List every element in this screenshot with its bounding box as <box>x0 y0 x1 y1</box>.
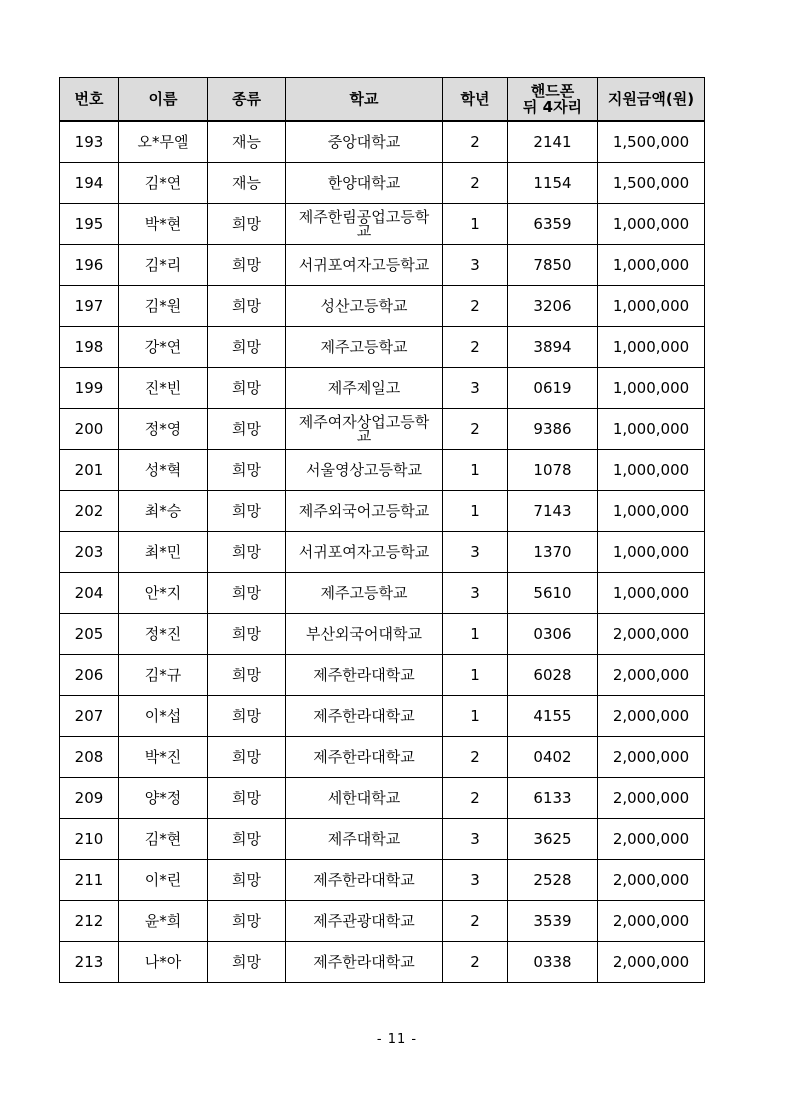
cell-type: 희망 <box>208 696 286 737</box>
cell-grade: 2 <box>443 409 508 450</box>
header-name: 이름 <box>119 78 208 122</box>
cell-name: 최*민 <box>119 532 208 573</box>
header-school: 학교 <box>286 78 443 122</box>
table-row <box>60 409 705 450</box>
cell-grade: 1 <box>443 696 508 737</box>
cell-phone: 9386 <box>508 409 598 450</box>
cell-amount: 1,000,000 <box>598 450 705 491</box>
cell-amount: 1,000,000 <box>598 491 705 532</box>
cell-type: 희망 <box>208 737 286 778</box>
cell-amount: 1,000,000 <box>598 327 705 368</box>
cell-name: 최*승 <box>119 491 208 532</box>
cell-no: 198 <box>60 327 119 368</box>
cell-phone: 5610 <box>508 573 598 614</box>
cell-no: 207 <box>60 696 119 737</box>
cell-amount: 1,000,000 <box>598 409 705 450</box>
cell-amount: 1,000,000 <box>598 204 705 245</box>
cell-no: 195 <box>60 204 119 245</box>
cell-amount: 2,000,000 <box>598 614 705 655</box>
cell-grade: 2 <box>443 121 508 163</box>
cell-school: 제주관광대학교 <box>286 901 443 942</box>
cell-type: 희망 <box>208 573 286 614</box>
cell-grade: 2 <box>443 901 508 942</box>
cell-no: 194 <box>60 163 119 204</box>
cell-phone: 3539 <box>508 901 598 942</box>
table-body <box>60 121 705 983</box>
cell-school: 제주한림공업고등학교 <box>286 204 443 245</box>
cell-school: 한양대학교 <box>286 163 443 204</box>
cell-grade: 3 <box>443 368 508 409</box>
table-row <box>60 204 705 245</box>
table-row <box>60 163 705 204</box>
cell-phone: 2528 <box>508 860 598 901</box>
cell-type: 희망 <box>208 860 286 901</box>
cell-no: 212 <box>60 901 119 942</box>
header-amount: 지원금액(원) <box>598 78 705 122</box>
cell-grade: 2 <box>443 163 508 204</box>
cell-amount: 2,000,000 <box>598 942 705 983</box>
cell-name: 나*아 <box>119 942 208 983</box>
cell-amount: 2,000,000 <box>598 819 705 860</box>
cell-type: 희망 <box>208 614 286 655</box>
cell-grade: 1 <box>443 204 508 245</box>
cell-no: 203 <box>60 532 119 573</box>
table-row <box>60 860 705 901</box>
cell-grade: 3 <box>443 573 508 614</box>
cell-no: 197 <box>60 286 119 327</box>
cell-phone: 0402 <box>508 737 598 778</box>
table-row <box>60 286 705 327</box>
cell-grade: 3 <box>443 860 508 901</box>
cell-name: 이*섭 <box>119 696 208 737</box>
cell-name: 양*정 <box>119 778 208 819</box>
support-recipients-table <box>59 77 705 983</box>
cell-no: 213 <box>60 942 119 983</box>
table-row <box>60 696 705 737</box>
cell-no: 200 <box>60 409 119 450</box>
table-row <box>60 368 705 409</box>
cell-name: 강*연 <box>119 327 208 368</box>
cell-amount: 1,500,000 <box>598 163 705 204</box>
cell-type: 희망 <box>208 327 286 368</box>
cell-grade: 1 <box>443 655 508 696</box>
cell-no: 209 <box>60 778 119 819</box>
cell-type: 재능 <box>208 163 286 204</box>
cell-no: 199 <box>60 368 119 409</box>
cell-name: 박*현 <box>119 204 208 245</box>
cell-grade: 2 <box>443 286 508 327</box>
table-row <box>60 737 705 778</box>
cell-grade: 3 <box>443 819 508 860</box>
cell-amount: 1,000,000 <box>598 573 705 614</box>
cell-name: 이*린 <box>119 860 208 901</box>
header-phone-line1: 핸드폰 <box>530 82 575 100</box>
cell-name: 김*원 <box>119 286 208 327</box>
cell-no: 196 <box>60 245 119 286</box>
cell-amount: 2,000,000 <box>598 655 705 696</box>
cell-phone: 3894 <box>508 327 598 368</box>
cell-amount: 2,000,000 <box>598 901 705 942</box>
cell-phone: 0338 <box>508 942 598 983</box>
cell-amount: 1,000,000 <box>598 368 705 409</box>
cell-school: 제주한라대학교 <box>286 860 443 901</box>
cell-grade: 2 <box>443 737 508 778</box>
cell-school: 제주외국어고등학교 <box>286 491 443 532</box>
cell-name: 진*빈 <box>119 368 208 409</box>
cell-grade: 2 <box>443 778 508 819</box>
cell-type: 희망 <box>208 819 286 860</box>
table-row <box>60 942 705 983</box>
cell-type: 희망 <box>208 409 286 450</box>
cell-no: 193 <box>60 121 119 163</box>
table-row <box>60 327 705 368</box>
cell-phone: 4155 <box>508 696 598 737</box>
cell-grade: 1 <box>443 614 508 655</box>
cell-type: 희망 <box>208 491 286 532</box>
cell-school: 제주고등학교 <box>286 573 443 614</box>
cell-amount: 2,000,000 <box>598 696 705 737</box>
header-row <box>60 78 705 122</box>
cell-no: 210 <box>60 819 119 860</box>
cell-school: 부산외국어대학교 <box>286 614 443 655</box>
cell-amount: 2,000,000 <box>598 778 705 819</box>
cell-no: 211 <box>60 860 119 901</box>
cell-name: 정*진 <box>119 614 208 655</box>
cell-school: 제주대학교 <box>286 819 443 860</box>
cell-name: 성*혁 <box>119 450 208 491</box>
cell-type: 희망 <box>208 778 286 819</box>
cell-name: 김*리 <box>119 245 208 286</box>
cell-phone: 6133 <box>508 778 598 819</box>
table-row <box>60 819 705 860</box>
cell-grade: 1 <box>443 491 508 532</box>
cell-school: 중앙대학교 <box>286 121 443 163</box>
table-row <box>60 121 705 163</box>
table-row <box>60 573 705 614</box>
header-no: 번호 <box>60 78 119 122</box>
cell-name: 김*연 <box>119 163 208 204</box>
cell-school: 세한대학교 <box>286 778 443 819</box>
cell-type: 희망 <box>208 450 286 491</box>
cell-phone: 0619 <box>508 368 598 409</box>
cell-phone: 1154 <box>508 163 598 204</box>
cell-name: 정*영 <box>119 409 208 450</box>
cell-type: 희망 <box>208 655 286 696</box>
cell-name: 안*지 <box>119 573 208 614</box>
cell-school: 제주고등학교 <box>286 327 443 368</box>
cell-name: 김*현 <box>119 819 208 860</box>
cell-school: 제주한라대학교 <box>286 655 443 696</box>
table-row <box>60 778 705 819</box>
cell-school: 제주여자상업고등학교 <box>286 409 443 450</box>
table-row <box>60 614 705 655</box>
table-row <box>60 532 705 573</box>
cell-amount: 1,000,000 <box>598 245 705 286</box>
cell-phone: 7850 <box>508 245 598 286</box>
cell-no: 208 <box>60 737 119 778</box>
cell-type: 희망 <box>208 204 286 245</box>
table-row <box>60 491 705 532</box>
table-row <box>60 655 705 696</box>
cell-phone: 2141 <box>508 121 598 163</box>
table-row <box>60 901 705 942</box>
cell-type: 희망 <box>208 368 286 409</box>
cell-phone: 6028 <box>508 655 598 696</box>
cell-type: 희망 <box>208 942 286 983</box>
cell-amount: 2,000,000 <box>598 860 705 901</box>
table-header <box>60 78 705 122</box>
cell-name: 김*규 <box>119 655 208 696</box>
cell-amount: 1,000,000 <box>598 286 705 327</box>
cell-school: 서울영상고등학교 <box>286 450 443 491</box>
cell-grade: 2 <box>443 327 508 368</box>
cell-name: 윤*희 <box>119 901 208 942</box>
cell-type: 희망 <box>208 286 286 327</box>
header-type: 종류 <box>208 78 286 122</box>
cell-amount: 1,500,000 <box>598 121 705 163</box>
cell-grade: 1 <box>443 450 508 491</box>
cell-no: 205 <box>60 614 119 655</box>
cell-no: 201 <box>60 450 119 491</box>
cell-name: 오*무엘 <box>119 121 208 163</box>
cell-phone: 6359 <box>508 204 598 245</box>
cell-phone: 3625 <box>508 819 598 860</box>
cell-name: 박*진 <box>119 737 208 778</box>
cell-school: 성산고등학교 <box>286 286 443 327</box>
cell-type: 희망 <box>208 532 286 573</box>
header-grade: 학년 <box>443 78 508 122</box>
cell-school: 제주한라대학교 <box>286 942 443 983</box>
cell-grade: 3 <box>443 245 508 286</box>
cell-phone: 0306 <box>508 614 598 655</box>
cell-school: 제주한라대학교 <box>286 737 443 778</box>
cell-no: 204 <box>60 573 119 614</box>
cell-phone: 3206 <box>508 286 598 327</box>
cell-grade: 2 <box>443 942 508 983</box>
header-phone-line2: 뒤 4자리 <box>522 98 583 116</box>
cell-no: 206 <box>60 655 119 696</box>
cell-type: 희망 <box>208 245 286 286</box>
cell-school: 서귀포여자고등학교 <box>286 532 443 573</box>
page-number: - 11 - <box>376 1032 418 1047</box>
cell-amount: 1,000,000 <box>598 532 705 573</box>
header-phone <box>508 78 598 122</box>
cell-type: 재능 <box>208 121 286 163</box>
cell-school: 제주한라대학교 <box>286 696 443 737</box>
cell-type: 희망 <box>208 901 286 942</box>
cell-school: 제주제일고 <box>286 368 443 409</box>
cell-phone: 1078 <box>508 450 598 491</box>
cell-phone: 7143 <box>508 491 598 532</box>
cell-grade: 3 <box>443 532 508 573</box>
table-row <box>60 450 705 491</box>
cell-amount: 2,000,000 <box>598 737 705 778</box>
cell-no: 202 <box>60 491 119 532</box>
cell-school: 서귀포여자고등학교 <box>286 245 443 286</box>
table-row <box>60 245 705 286</box>
cell-phone: 1370 <box>508 532 598 573</box>
